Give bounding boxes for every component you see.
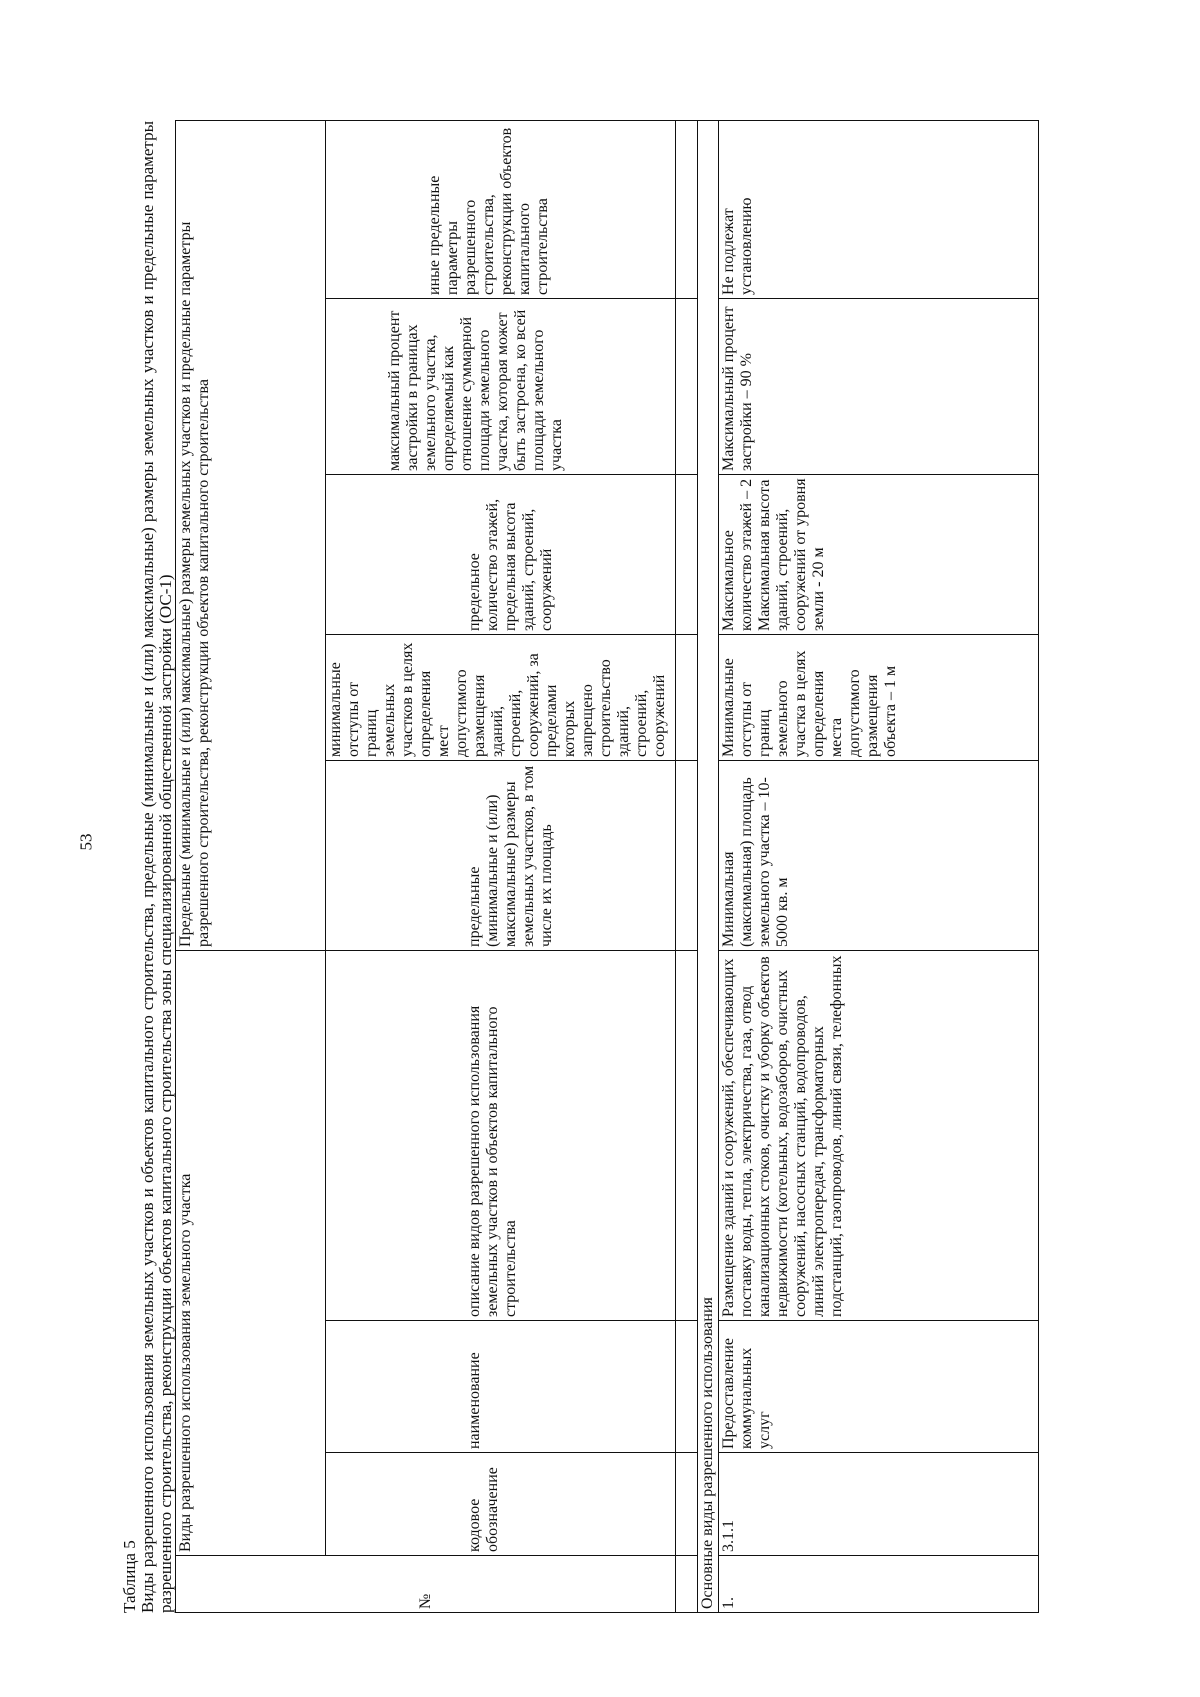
row-setbacks: Минимальные отступы от границ земельного участка в целях определения места допустимого размещения объекта – 1 м (719, 634, 1039, 760)
row-num: 1. (719, 1556, 1039, 1613)
table-label: Таблица 5 (120, 1540, 139, 1613)
page-number: 53 (76, 833, 96, 851)
table-row (719, 120, 1039, 1612)
header-name: наименование (326, 1321, 676, 1453)
section-main-label: Основные виды разрешенного использования (698, 120, 719, 1612)
table-caption-block (121, 121, 175, 1613)
header-num: № (176, 1556, 676, 1613)
row-code: 3.1.1 (719, 1453, 1039, 1556)
row-description: Размещение зданий и сооружений, обеспечивающих поставку воды, тепла, электричества, газа, отвод канализационных стоков, очистку и уборку объектов недвижимости (котельных, водозаборов, очистных сооружений, насосных станций, водопроводов, линий электропередач, трансформаторных подстанций, газопроводов, линий связи, телефонных (719, 950, 1039, 1320)
row-floors: Максимальное количество этажей – 2 Максимальная высота зданий, строений, сооружений от уровня земли - 20 м (719, 474, 1039, 634)
spacer-row (676, 120, 698, 1612)
header-other: иные предельные параметры разрешенного строительства, реконструкции объектов капитального строительства (326, 120, 676, 298)
header-description: описание видов разрешенного использования земельных участков и объектов капитального строительства (326, 950, 676, 1320)
header-row-groups (176, 120, 326, 1612)
header-sizes: предельные (минимальные и (или) максимальные) размеры земельных участков, в том числе их площадь (326, 760, 676, 950)
header-group-vri: Виды разрешенного использования земельного участка (176, 950, 326, 1555)
row-other: Не подлежат установлению (719, 120, 1039, 298)
header-max-percent: максимальный процент застройки в границах земельного участка, определяемый как отношение суммарной площади земельного участка, которая может быть застроена, ко всей площади земельного участка (326, 298, 676, 474)
header-code: кодовое обозначение (326, 1453, 676, 1556)
zoning-table (175, 120, 1039, 1613)
header-row-columns (326, 120, 676, 1612)
table-caption: Виды разрешенного использования земельных участков и объектов капитального строительства, предельные (минимальные и (или) максимальные) размеры земельных участков и предельные параметры разрешенного строительства, реконструкции объектов капитального строительства зоны специализированной общественной застройки (ОС-1) (138, 121, 175, 1613)
header-floors: предельное количество этажей, предельная высота зданий, строений, сооружений (326, 474, 676, 634)
header-setbacks: минимальные отступы от границ земельных участков в целях определения мест допустимого размещения зданий, строений, сооружений, за пределами которых запрещено строительство зданий, строений, сооружений (326, 634, 676, 760)
row-max-percent: Максимальный процент застройки – 90 % (719, 298, 1039, 474)
header-group-params: Предельные (минимальные и (или) максимальные) размеры земельных участков и предельные параметры разрешенного строительства, реконструкции объектов капитального строительства (176, 120, 326, 950)
section-row (698, 120, 719, 1612)
row-name: Предоставление коммунальных услуг (719, 1321, 1039, 1453)
rotated-page-content (121, 121, 1131, 1613)
row-sizes: Минимальная (максимальная) площадь земельного участка – 10-5000 кв. м (719, 760, 1039, 950)
